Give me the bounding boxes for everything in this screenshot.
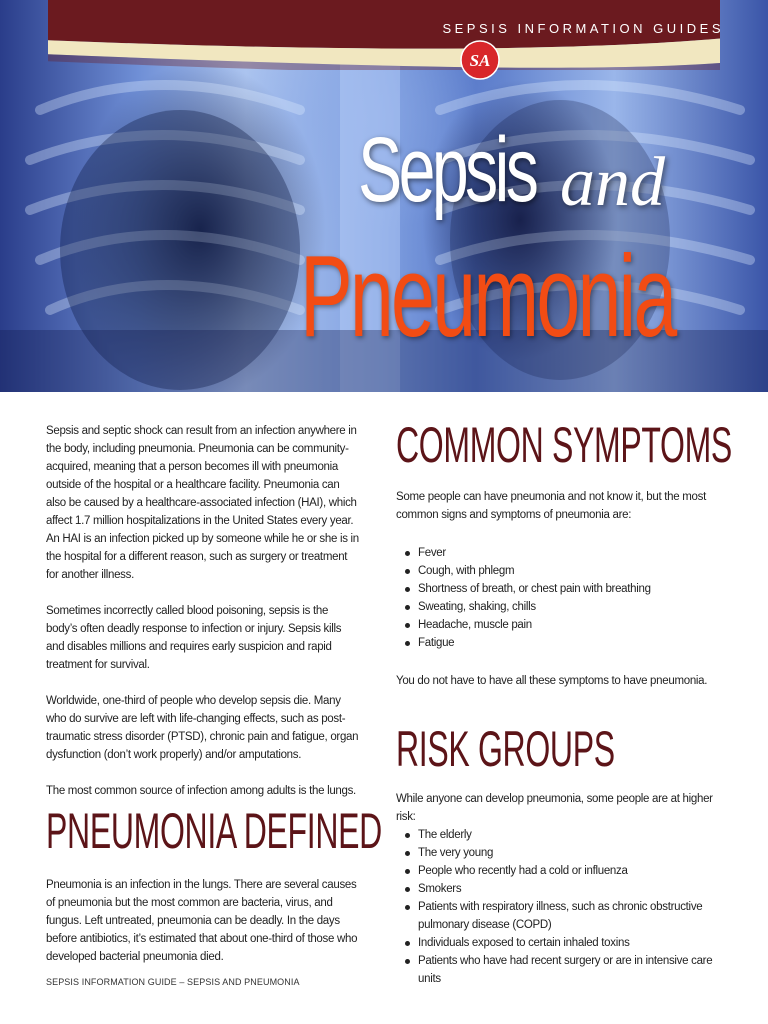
intro-paragraph: Worldwide, one-third of people who develop sepsis die. Many who do survive are left with life-changing effects, such as post-traumatic stress disorder (PTSD), chronic pain and fatigue, organ dysfunction (don’t work properly) and/or amputations. [46, 695, 359, 761]
title-pneumonia: Pneumonia [300, 231, 675, 361]
symptoms-intro: Some people can have pneumonia and not know it, but the most common signs and symptoms of pneumonia are: [396, 491, 706, 521]
risk-groups-list [396, 826, 726, 988]
title-and: and [560, 144, 665, 221]
list-item: Cough, with phlegm [396, 562, 726, 580]
list-item: Fever [396, 544, 726, 562]
list-item: Smokers [396, 880, 726, 898]
hero-xray-image [0, 0, 768, 392]
risk-groups-heading: RISK GROUPS [396, 721, 615, 777]
list-item: Headache, muscle pain [396, 616, 726, 634]
intro-paragraph: Sepsis and septic shock can result from an infection anywhere in the body, including pneumonia. Pneumonia can be community-acquired, meaning that a person becomes ill with pneumonia outside of the hospital or a healthcare facility. Pneumonia can also be caused by a healthcare-associated infection (HAI), which affect 1.7 million hospitalizations in the United States every year. An HAI is an infection picked up by someone while he or she is in the hospital for a different reason, such as surgery or treatment for another illness. [46, 425, 359, 581]
page-footer: SEPSIS INFORMATION GUIDE – SEPSIS AND PNEUMONIA [46, 977, 300, 987]
pneumonia-defined-heading: PNEUMONIA DEFINED [46, 803, 382, 859]
list-item: Patients with respiratory illness, such as chronic obstructive pulmonary disease (COPD) [396, 898, 726, 934]
list-item: The elderly [396, 826, 726, 844]
list-item: The very young [396, 844, 726, 862]
title-sepsis: Sepsis [358, 119, 536, 221]
list-item: Fatigue [396, 634, 726, 652]
common-symptoms-heading: COMMON SYMPTOMS [396, 417, 732, 473]
svg-text:SA: SA [469, 51, 491, 70]
list-item: Sweating, shaking, chills [396, 598, 726, 616]
intro-paragraph: The most common source of infection among adults is the lungs. [46, 785, 356, 797]
intro-paragraphs [46, 422, 362, 800]
symptoms-list [396, 544, 726, 652]
symptoms-note: You do not have to have all these symptoms to have pneumonia. [396, 675, 708, 687]
sepsis-alliance-logo [460, 40, 500, 80]
banner-title: SEPSIS INFORMATION GUIDES [442, 21, 724, 36]
list-item: Patients who have had recent surgery or are in intensive care units [396, 952, 726, 988]
pneumonia-defined-text: Pneumonia is an infection in the lungs. There are several causes of pneumonia but the most common are bacteria, virus, and fungus. Left untreated, pneumonia can be deadly. In the days before antibiotics, it’s estimated that about one-third of those who developed bacterial pneumonia died. [46, 879, 358, 963]
list-item: Individuals exposed to certain inhaled toxins [396, 934, 726, 952]
list-item: People who recently had a cold or influenza [396, 862, 726, 880]
risk-intro: While anyone can develop pneumonia, some people are at higher risk: [396, 793, 713, 823]
intro-paragraph: Sometimes incorrectly called blood poisoning, sepsis is the body’s often deadly response to infection or injury. Sepsis kills and disables millions and requires early suspicion and rapid treatment for survival. [46, 605, 342, 671]
list-item: Shortness of breath, or chest pain with breathing [396, 580, 726, 598]
